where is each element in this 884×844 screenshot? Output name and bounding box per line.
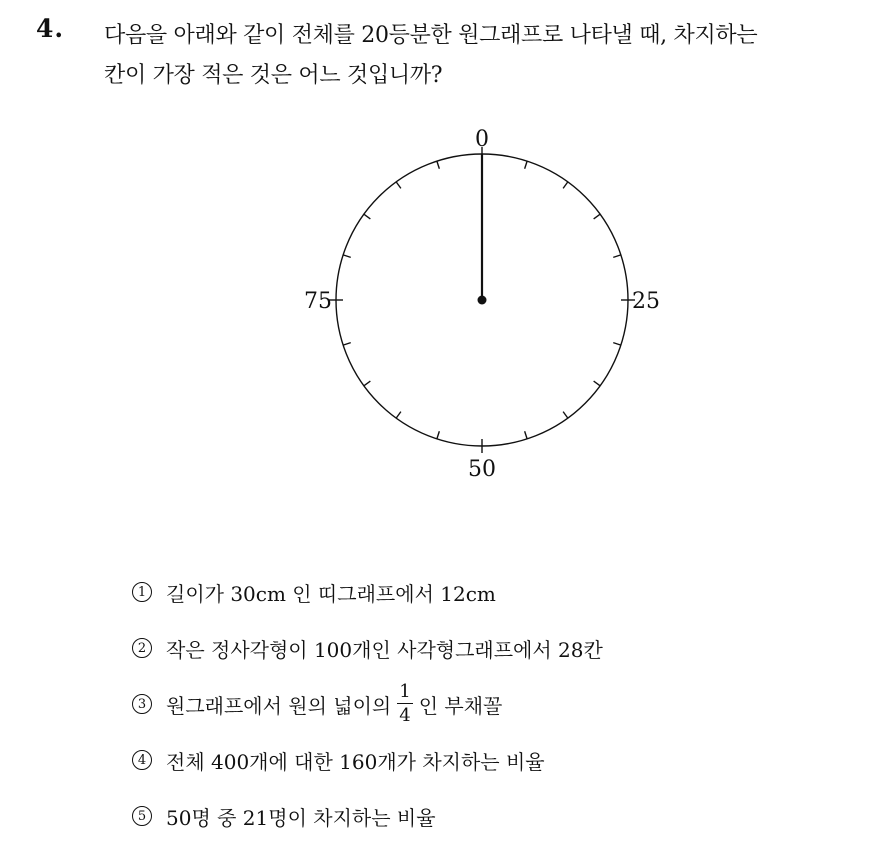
question-text-line-1: 다음을 아래와 같이 전체를 20등분한 원그래프로 나타낼 때, 차지하는 <box>104 23 758 48</box>
dial-label-right: 25 <box>632 289 660 314</box>
choice-3-fraction <box>397 683 412 725</box>
choice-marker-3: 3 <box>132 694 152 714</box>
choice-3[interactable] <box>132 676 852 732</box>
choice-text-1: 길이가 30cm 인 띠그래프에서 12cm <box>166 581 496 606</box>
choice-text-4: 전체 400개에 대한 160개가 차지하는 비율 <box>166 749 545 774</box>
dial-label-left: 75 <box>304 289 332 314</box>
answer-choices <box>132 564 852 844</box>
dial-label-top: 0 <box>475 127 489 152</box>
choice-marker-4: 4 <box>132 750 152 770</box>
choice-3-text-after: 인 부채꼴 <box>418 693 503 718</box>
question-number: 4. <box>36 14 65 43</box>
choice-2[interactable] <box>132 620 852 676</box>
dial-tick <box>613 343 621 345</box>
choice-4[interactable] <box>132 732 852 788</box>
dial-tick <box>563 182 568 188</box>
dial-tick <box>343 343 351 345</box>
choice-text-5: 50명 중 21명이 차지하는 비율 <box>166 805 436 830</box>
choice-text-3 <box>166 683 502 725</box>
choice-5[interactable] <box>132 788 852 844</box>
dial-tick <box>594 381 600 386</box>
fraction-numerator: 1 <box>399 681 411 702</box>
choice-1[interactable] <box>132 564 852 620</box>
dial-tick <box>396 182 401 188</box>
choice-3-text-before: 원그래프에서 원의 넓이의 <box>166 693 392 718</box>
dial-tick <box>437 161 439 169</box>
dial-tick <box>594 214 600 219</box>
dial-tick <box>525 431 527 439</box>
question-text <box>104 16 874 96</box>
dial-center-dot <box>478 296 487 305</box>
dial-tick <box>563 412 568 418</box>
circle-graph-svg <box>282 118 682 488</box>
dial-tick <box>364 214 370 219</box>
dial-tick <box>396 412 401 418</box>
choice-marker-5: 5 <box>132 806 152 826</box>
choice-marker-2: 2 <box>132 638 152 658</box>
dial-tick <box>437 431 439 439</box>
fraction-denominator: 4 <box>399 705 411 726</box>
choice-marker-1: 1 <box>132 582 152 602</box>
dial-tick <box>343 255 351 257</box>
dial-tick <box>613 255 621 257</box>
question-text-line-2: 칸이 가장 적은 것은 어느 것입니까? <box>104 63 443 88</box>
circle-graph-diagram <box>282 118 682 488</box>
choice-text-2: 작은 정사각형이 100개인 사각형그래프에서 28칸 <box>166 637 603 662</box>
dial-label-bottom: 50 <box>468 457 496 482</box>
dial-tick <box>364 381 370 386</box>
dial-tick <box>525 161 527 169</box>
